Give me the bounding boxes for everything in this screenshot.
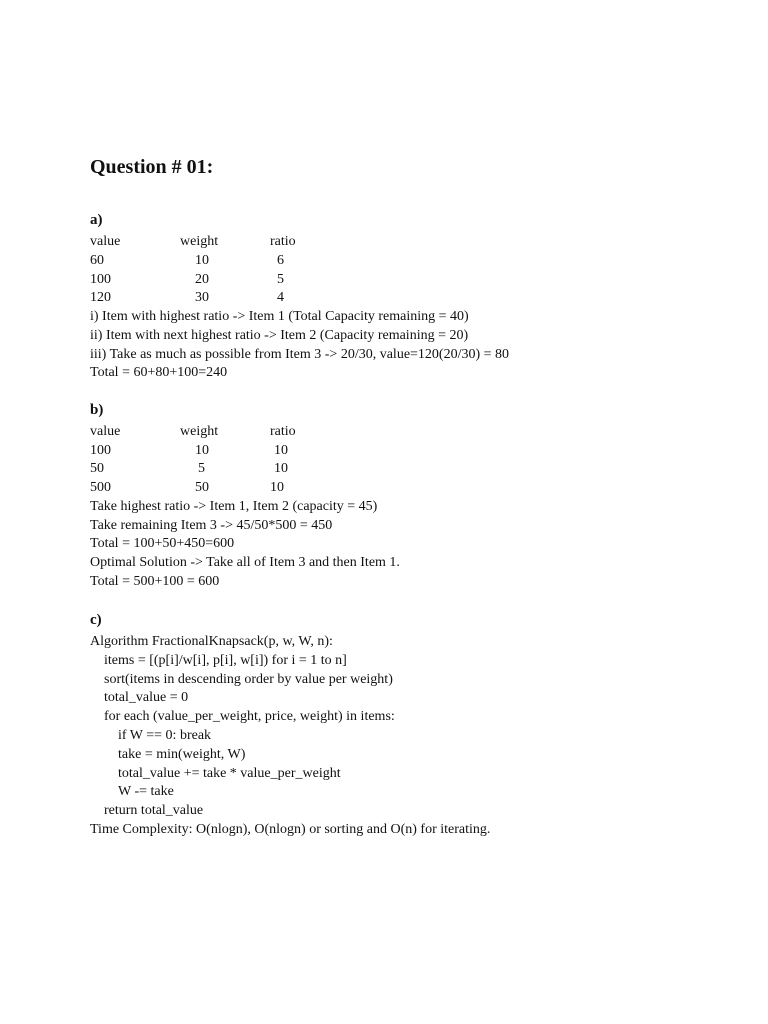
section-b-line: Take highest ratio -> Item 1, Item 2 (capacity = 45) <box>90 499 378 514</box>
section-b-line: Total = 100+50+450=600 <box>90 536 235 551</box>
table-row <box>90 270 410 289</box>
table-cell: 20 <box>195 272 209 287</box>
code-line: total_value = 0 <box>104 690 189 705</box>
table-cell: 120 <box>90 290 111 305</box>
section-b-heading: b) <box>90 402 104 418</box>
table-a-header-ratio: ratio <box>270 234 296 249</box>
section-c-heading: c) <box>90 612 102 628</box>
section-b-total: Total = 500+100 = 600 <box>90 574 220 589</box>
table-cell: 100 <box>90 272 111 287</box>
table-cell: 100 <box>90 443 111 458</box>
code-line: return total_value <box>104 803 204 818</box>
table-cell: 10 <box>274 461 288 476</box>
table-cell: 10 <box>195 253 209 268</box>
algorithm-signature: Algorithm FractionalKnapsack(p, w, W, n): <box>90 634 333 649</box>
table-a-header-value: value <box>90 234 121 249</box>
table-cell: 50 <box>195 480 209 495</box>
table-b-header-weight: weight <box>180 424 219 439</box>
table-cell: 50 <box>90 461 104 476</box>
table-cell: 500 <box>90 480 111 495</box>
code-line: total_value += take * value_per_weight <box>118 766 341 781</box>
table-b-header-row <box>90 422 410 441</box>
section-b-line: Take remaining Item 3 -> 45/50*500 = 450 <box>90 518 333 533</box>
section-a-line: ii) Item with next highest ratio -> Item 2 (Capacity remaining = 20) <box>90 328 469 343</box>
section-a-heading: a) <box>90 212 103 228</box>
question-title: Question # 01: <box>90 156 214 178</box>
table-b-header-value: value <box>90 424 121 439</box>
code-line: items = [(p[i]/w[i], p[i], w[i]) for i = 1 to n] <box>104 653 347 668</box>
table-cell: 4 <box>277 290 284 305</box>
code-line: W -= take <box>118 784 174 799</box>
time-complexity: Time Complexity: O(nlogn), O(nlogn) or sorting and O(n) for iterating. <box>90 822 491 837</box>
code-line: for each (value_per_weight, price, weight) in items: <box>104 709 395 724</box>
section-a-total: Total = 60+80+100=240 <box>90 365 228 380</box>
table-cell: 60 <box>90 253 104 268</box>
table-cell: 5 <box>277 272 284 287</box>
code-line: take = min(weight, W) <box>118 747 246 762</box>
table-row <box>90 478 410 497</box>
table-cell: 6 <box>277 253 284 268</box>
code-line: if W == 0: break <box>118 728 212 743</box>
section-a-line: i) Item with highest ratio -> Item 1 (Total Capacity remaining = 40) <box>90 309 469 324</box>
section-a-line: iii) Take as much as possible from Item 3 -> 20/30, value=120(20/30) = 80 <box>90 347 510 362</box>
code-line: sort(items in descending order by value per weight) <box>104 672 393 687</box>
table-a-header-row <box>90 232 410 251</box>
table-b-header-ratio: ratio <box>270 424 296 439</box>
table-row <box>90 459 410 478</box>
table-row <box>90 441 410 460</box>
table-cell: 30 <box>195 290 209 305</box>
table-cell: 5 <box>198 461 205 476</box>
section-b-line: Optimal Solution -> Take all of Item 3 and then Item 1. <box>90 555 400 570</box>
table-cell: 10 <box>274 443 288 458</box>
table-row <box>90 251 410 270</box>
table-a-header-weight: weight <box>180 234 219 249</box>
table-row <box>90 288 410 307</box>
table-cell: 10 <box>270 480 284 495</box>
table-cell: 10 <box>195 443 209 458</box>
